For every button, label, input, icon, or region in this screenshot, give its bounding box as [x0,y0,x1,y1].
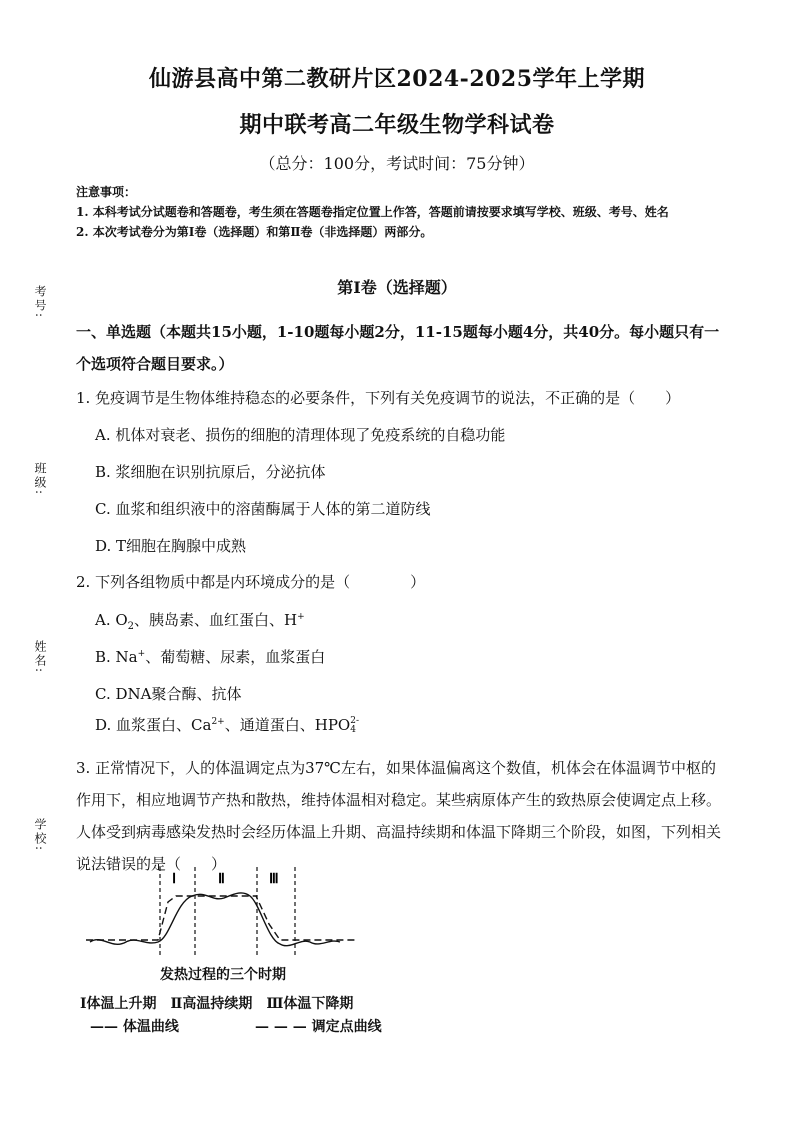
period-2-label: Ⅱ [218,872,225,887]
question-2-option-d: D. 血浆蛋白、$Ca^{2+}$、通道蛋白、HPO 2- 4 [95,716,359,735]
legend-solid-line: —— 体温曲线 [90,1019,179,1035]
period-3-label: Ⅲ [269,872,279,887]
section-instructions: 一、单选题（本题共15小题，1-10题每小题2分，11-15题每小题4分，共40分。每小题只有一个选项符合题目要求。） [76,323,720,373]
section-title: 第Ⅰ卷（选择题） [337,278,457,297]
notes-item-1: 1. 本科考试分试题卷和答题卷，考生须在答题卷指定位置上作答，答题前请按要求填写学校、班级、考号、姓名 [76,205,669,219]
figure-caption: 发热过程的三个时期 [160,967,286,983]
notes-heading: 注意事项： [76,185,137,199]
question-1-option-d: D. T细胞在胸腺中成熟 [95,537,247,555]
fever-diagram [84,862,374,962]
notes-item-2: 2. 本次考试卷分为第Ⅰ卷（选择题）和第Ⅱ卷（非选择题）两部分。 [76,225,433,239]
exam-title-line1: 仙游县高中第二教研片区2024-2025学年上学期 [148,66,646,92]
question-2-option-c: C. DNA聚合酶、抗体 [95,685,242,703]
question-2-option-a: A. $O_2$、胰岛素、血红蛋白、H+ [95,611,305,632]
exam-info: （总分：100分，考试时间：75分钟） [259,154,535,173]
notes-block [76,182,726,242]
set-point-curve [86,896,356,940]
exam-title-line2: 期中联考高二年级生物学科试卷 [239,112,555,138]
question-1-option-c: C. 血浆和组织液中的溶菌酶属于人体的第二道防线 [95,500,431,518]
fever-diagram-svg [84,862,374,962]
side-label-name: 姓名: [33,640,47,675]
question-1-option-b: B. 浆细胞在识别抗原后，分泌抗体 [95,463,326,481]
question-3-stem: 3. 正常情况下，人的体温调定点为37℃左右，如果体温偏离这个数值，机体会在体温调节中枢的作用下，相应地调节产热和散热，维持体温相对稳定。某些病原体产生的致热原会使调定点上移。人体受到病毒感染发热时会经历体温上升期、高温持续期和体温下降期三个阶段，如图，下列相关说法错误的是（ ） [76,759,722,873]
side-label-exam-no: 考号: [33,285,47,320]
side-label-class: 班级: [33,462,47,497]
question-2-option-b: B. Na+、葡萄糖、尿素，血浆蛋白 [95,648,326,666]
question-1-option-a: A. 机体对衰老、损伤的细胞的清理体现了免疫系统的自稳功能 [95,426,506,444]
side-label-school: 学校: [33,818,47,853]
question-1-stem: 1. 免疫调节是生物体维持稳态的必要条件，下列有关免疫调节的说法，不正确的是（ ） [76,389,681,407]
body-temperature-curve [90,893,340,946]
legend-dashed-line: — — — 调定点曲线 [255,1019,382,1035]
periods-legend: Ⅰ体温上升期 Ⅱ高温持续期 Ⅲ体温下降期 [80,996,354,1012]
question-2-stem: 2. 下列各组物质中都是内环境成分的是（ ） [76,573,426,591]
period-1-label: Ⅰ [172,872,177,887]
